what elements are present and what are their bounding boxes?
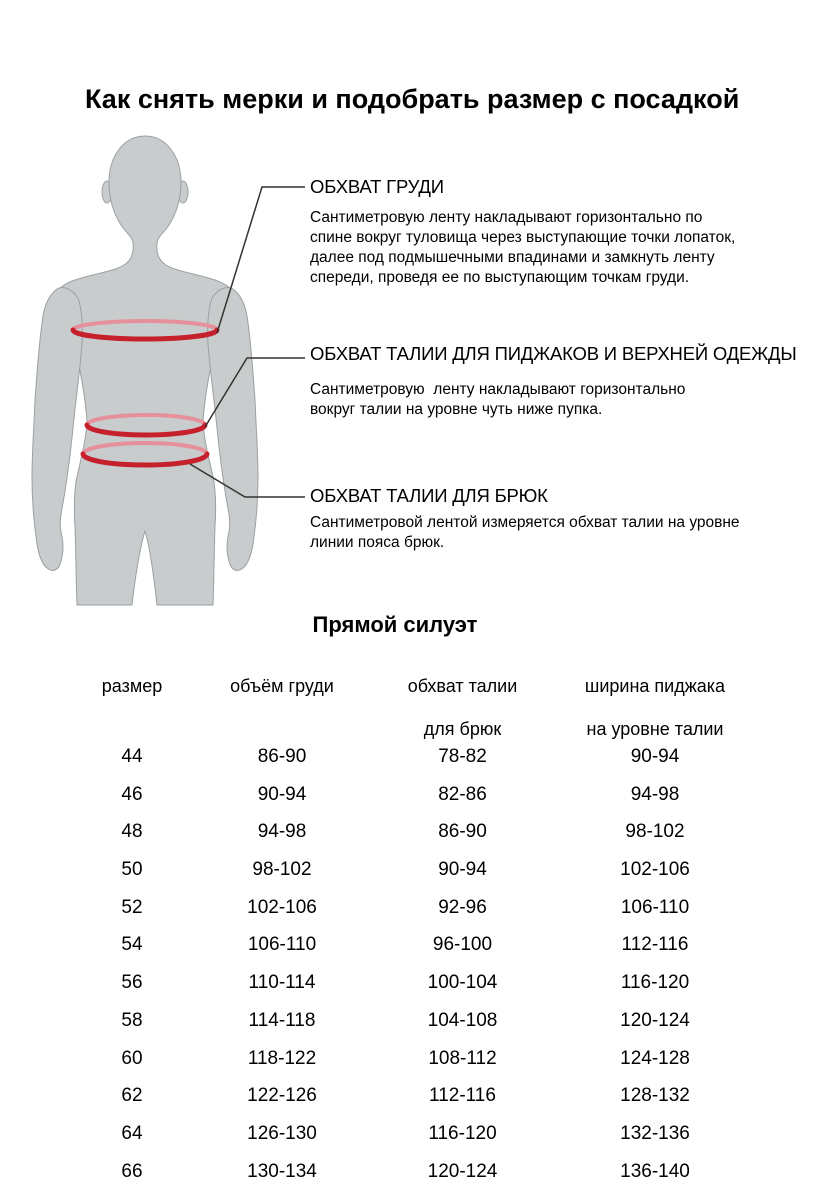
- size-value: 50: [121, 859, 143, 881]
- size-value: 52: [121, 896, 143, 918]
- chest-range: 126-130: [247, 1122, 317, 1144]
- table-row: [80, 898, 765, 936]
- chest-range: 90-94: [257, 783, 307, 805]
- annotation-line: спине вокруг туловища через выступающие точки лопаток,: [310, 229, 736, 246]
- chest-range: 106-110: [247, 934, 317, 956]
- annotation-line: линии пояса брюк.: [310, 534, 445, 551]
- size-value: 56: [121, 972, 143, 994]
- jacket-width-range: 132-136: [620, 1122, 690, 1144]
- trouser-waist-range: 82-86: [438, 783, 487, 805]
- chest-range: 98-102: [252, 859, 312, 881]
- table-row: [80, 747, 765, 785]
- table-row: [80, 860, 765, 898]
- jacket-width-range: 98-102: [625, 821, 685, 843]
- jacket-width-range: 94-98: [630, 783, 680, 805]
- annotation-line: спереди, проведя ее по выступающим точкам груди.: [310, 269, 690, 286]
- annotation-heading: ОБХВАТ ТАЛИИ ДЛЯ ПИДЖАКОВ И ВЕРХНЕЙ ОДЕЖДЫ: [310, 343, 797, 364]
- column-header-jacket-width-line2: на уровне талии: [586, 719, 724, 739]
- column-header-chest-line2: [184, 719, 380, 747]
- annotation-line: Сантиметровой лентой измеряется обхват талии на уровне: [310, 514, 740, 531]
- jacket-width-range: 102-106: [620, 859, 690, 881]
- size-value: 66: [121, 1160, 143, 1182]
- annotation-heading: ОБХВАТ ТАЛИИ ДЛЯ БРЮК: [310, 485, 548, 506]
- size-value: 54: [121, 934, 143, 956]
- table-row: [80, 785, 765, 823]
- table-row: [80, 1049, 765, 1087]
- body-silhouette: [57, 136, 233, 605]
- trouser-waist-range: 90-94: [438, 859, 487, 881]
- trouser-waist-range: 120-124: [427, 1160, 498, 1182]
- annotation-line: Сантиметровую ленту накладывают горизонтально: [310, 381, 686, 398]
- chest-range: 86-90: [257, 746, 307, 767]
- table-row: [80, 1124, 765, 1162]
- annotation-chest: [310, 176, 735, 288]
- table-row: [80, 973, 765, 1011]
- size-value: 58: [121, 1009, 143, 1031]
- trouser-waist-range: 78-82: [438, 746, 487, 767]
- column-header-size-line2: [80, 719, 184, 747]
- chest-range: 118-122: [247, 1047, 317, 1069]
- table-row: [80, 1162, 765, 1200]
- table-row: [80, 1086, 765, 1124]
- table-row: [80, 1011, 765, 1049]
- jacket-width-range: 90-94: [630, 746, 680, 767]
- trouser-waist-range: 104-108: [427, 1009, 498, 1031]
- size-value: 64: [121, 1122, 143, 1144]
- annotation-line: вокруг талии на уровне чуть ниже пупка.: [310, 401, 603, 418]
- chest-range: 122-126: [247, 1085, 317, 1107]
- trouser-waist-range: 92-96: [438, 896, 487, 918]
- column-header-trouser-waist: обхват талии: [407, 676, 518, 696]
- size-value: 48: [121, 821, 143, 843]
- size-value: 62: [121, 1085, 143, 1107]
- chest-range: 130-134: [247, 1160, 317, 1182]
- size-value: 60: [121, 1047, 143, 1069]
- annotation-line: далее под подмышечными впадинами и замкнуть ленту: [310, 249, 715, 266]
- jacket-width-range: 124-128: [620, 1047, 690, 1069]
- male-silhouette-figure: [20, 130, 320, 610]
- annotation-jacket-waist: [310, 343, 797, 420]
- size-table-body: [80, 747, 765, 1199]
- jacket-width-range: 136-140: [620, 1160, 690, 1182]
- trouser-waist-range: 100-104: [427, 972, 498, 994]
- column-header-trouser-waist-line2: для брюк: [423, 719, 502, 739]
- annotation-heading: ОБХВАТ ГРУДИ: [310, 176, 444, 197]
- annotation-line: Сантиметровую ленту накладывают горизонтально по: [310, 209, 703, 226]
- size-table: [80, 612, 765, 1199]
- size-table-title: Прямой силуэт: [312, 612, 478, 637]
- column-header-chest: объём груди: [230, 676, 334, 696]
- chest-range: 94-98: [257, 821, 307, 843]
- table-row: [80, 822, 765, 860]
- jacket-width-range: 116-120: [620, 972, 690, 994]
- column-header-size: размер: [101, 676, 163, 696]
- jacket-width-range: 128-132: [620, 1085, 690, 1107]
- chest-range: 110-114: [248, 972, 316, 994]
- jacket-width-range: 120-124: [620, 1009, 690, 1031]
- page-title: Как снять мерки и подобрать размер с посадкой: [85, 84, 740, 114]
- annotation-trouser-waist: [310, 485, 740, 553]
- column-header-jacket-width: ширина пиджака: [584, 676, 726, 696]
- jacket-width-range: 112-116: [621, 934, 689, 956]
- size-table-header: [80, 676, 765, 747]
- size-value: 44: [121, 746, 143, 767]
- chest-range: 102-106: [247, 896, 317, 918]
- jacket-width-range: 106-110: [620, 896, 690, 918]
- trouser-waist-range: 86-90: [438, 821, 487, 843]
- size-value: 46: [121, 783, 143, 805]
- table-row: [80, 935, 765, 973]
- trouser-waist-range: 108-112: [428, 1047, 497, 1069]
- trouser-waist-range: 96-100: [432, 934, 493, 956]
- trouser-waist-range: 112-116: [429, 1085, 496, 1107]
- chest-range: 114-118: [248, 1009, 316, 1031]
- trouser-waist-range: 116-120: [428, 1122, 497, 1144]
